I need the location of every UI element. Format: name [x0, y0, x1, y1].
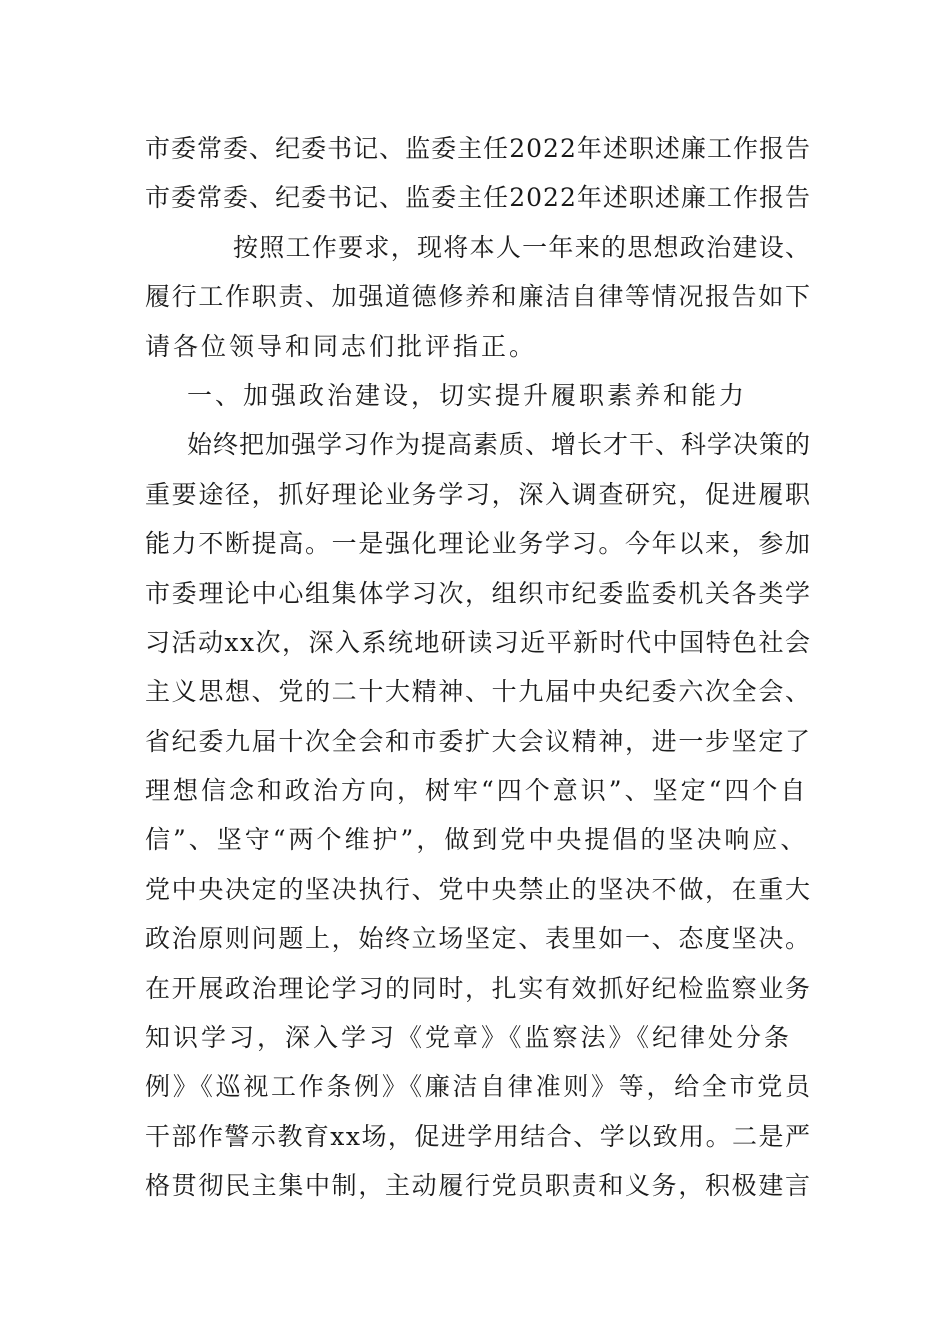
- intro-paragraph-line: 请各位领导和同志们批评指正。: [145, 331, 538, 361]
- section-paragraph-line: 干部作警示教育xx场，促进学用结合、学以致用。二是严: [145, 1121, 812, 1151]
- section-paragraph-line: 重要途径，抓好理论业务学习，深入调查研究，促进履职: [145, 479, 812, 509]
- section-paragraph-line: 能力不断提高。一是强化理论业务学习。今年以来，参加: [145, 529, 812, 559]
- section-paragraph-line: 习活动xx次，深入系统地研读习近平新时代中国特色社会: [145, 627, 812, 657]
- section-paragraph-line: 例》《巡视工作条例》《廉洁自律准则》等，给全市党员: [145, 1072, 813, 1102]
- document-title-repeat: 市委常委、纪委书记、监委主任2022年述职述廉工作报告: [145, 183, 812, 213]
- section-paragraph-line: 理想信念和政治方向，树牢“四个意识”、坚定“四个自: [145, 776, 809, 806]
- section-paragraph-line: 省纪委九届十次全会和市委扩大会议精神，进一步坚定了: [145, 726, 812, 756]
- intro-paragraph-line: 履行工作职责、加强道德修养和廉洁自律等情况报告如下: [145, 282, 812, 312]
- intro-paragraph-line: 按照工作要求，现将本人一年来的思想政治建设、: [233, 232, 812, 262]
- document-title: 市委常委、纪委书记、监委主任2022年述职述廉工作报告: [145, 134, 812, 163]
- section-paragraph-line: 市委理论中心组集体学习次，组织市纪委监委机关各类学: [145, 578, 812, 608]
- section-paragraph-line: 主义思想、党的二十大精神、十九届中央纪委六次全会、: [145, 677, 812, 707]
- section-paragraph-line: 格贯彻民主集中制，主动履行党员职责和义务，积极建言: [145, 1171, 812, 1201]
- document-body: [145, 124, 813, 1211]
- section-paragraph-line: 信”、坚守“两个维护”，做到党中央提倡的坚决响应、: [145, 825, 809, 855]
- section-paragraph-line: 政治原则问题上，始终立场坚定、表里如一、态度坚决。: [145, 924, 812, 954]
- section-paragraph-line: 在开展政治理论学习的同时，扎实有效抓好纪检监察业务: [145, 973, 812, 1003]
- section-paragraph-line: 始终把加强学习作为提高素质、增长才干、科学决策的: [187, 430, 811, 460]
- section-paragraph-line: 知识学习，深入学习《党章》《监察法》《纪律处分条: [145, 1023, 793, 1053]
- section-paragraph-line: 党中央决定的坚决执行、党中央禁止的坚决不做，在重大: [145, 874, 812, 904]
- section-heading: 一、加强政治建设，切实提升履职素养和能力: [187, 380, 748, 410]
